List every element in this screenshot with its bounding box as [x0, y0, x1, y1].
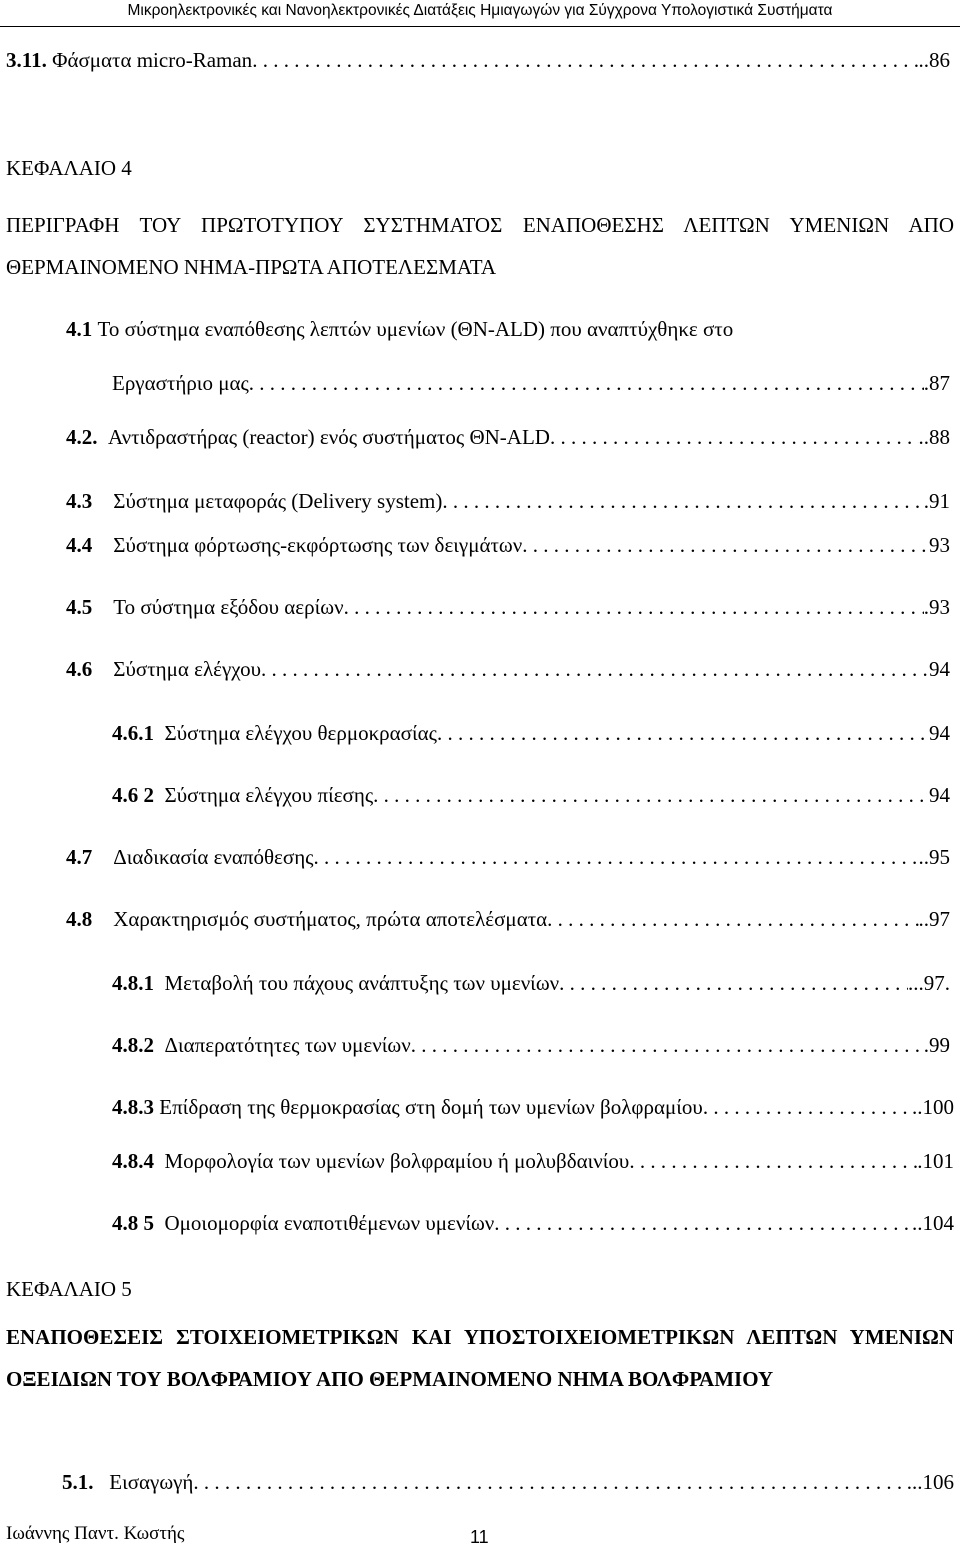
toc-entry-title: Το σύστημα εναπόθεσης λεπτών υμενίων (ΘΝ-ALD) που αναπτύχθηκε στο	[97, 317, 734, 341]
toc-entry[interactable]	[112, 1148, 954, 1174]
toc-entry-number: 4.4	[66, 533, 93, 557]
toc-entry-page: ..88	[918, 425, 950, 449]
toc-entry-number: 4.7	[66, 845, 93, 869]
dot-leader	[629, 1148, 917, 1174]
toc-entry-number: 4.8.1	[112, 971, 154, 995]
dot-leader	[373, 782, 929, 808]
toc-entry-3-11[interactable]	[6, 47, 950, 73]
toc-entry[interactable]	[66, 844, 950, 870]
toc-entry-page: ..100	[912, 1095, 954, 1119]
toc-entry-title: Μεταβολή του πάχους ανάπτυξης των υμενίων	[164, 971, 560, 995]
chapter-5-title: ΕΝΑΠΟΘΕΣΕΙΣ ΣΤΟΙΧΕΙΟΜΕΤΡΙΚΩΝ ΚΑΙ ΥΠΟΣΤΟΙΧΕΙΟΜΕΤΡΙΚΩΝ ΛΕΠΤΩΝ ΥΜΕΝΙΩΝ ΟΞΕΙΔΙΩΝ ΤΟΥ ΒΟΛΦΡΑΜΙΟΥ ΑΠΟ ΘΕΡΜΑΙΝΟΜΕΝΟ ΝΗΜΑ ΒΟΛΦΡΑΜΙΟΥ	[6, 1325, 954, 1391]
toc-entry[interactable]	[112, 720, 950, 746]
toc-entry[interactable]	[112, 1094, 954, 1120]
toc-entry-page: 93	[929, 533, 950, 557]
toc-entry-number: 4.8	[66, 907, 93, 931]
dot-leader	[703, 1094, 912, 1120]
toc-entry-number: 4.8.3	[112, 1095, 154, 1119]
toc-entry-number: 4.8 5	[112, 1211, 154, 1235]
toc-entry-number: 4.6.1	[112, 721, 154, 745]
toc-entry-page: ..95	[918, 845, 950, 869]
toc-entry-title: Αντιδραστήρας (reactor) ενός συστήματος ΘΝ-ALD	[108, 425, 550, 449]
toc-entry-number: 4.8.4	[112, 1149, 154, 1173]
toc-entry-4-1-line2[interactable]	[112, 370, 950, 396]
toc-entry-title: Φάσματα micro-Raman	[52, 48, 253, 72]
toc-entry-number: 4.1	[66, 317, 93, 341]
toc-entry-4-1-line1[interactable]	[66, 316, 733, 342]
toc-entry-number: 4.2.	[66, 425, 98, 449]
toc-entry[interactable]	[66, 594, 950, 620]
toc-entry-title: Μορφολογία των υμενίων βολφραμίου ή μολυβδαινίου	[164, 1149, 630, 1173]
chapter-4-title: ΠΕΡΙΓΡΑΦΗ ΤΟΥ ΠΡΩΤΟΤΥΠΟΥ ΣΥΣΤΗΜΑΤΟΣ ΕΝΑΠΟΘΕΣΗΣ ΛΕΠΤΩΝ ΥΜΕΝΙΩΝ ΑΠΟ ΘΕΡΜΑΙΝΟΜΕΝΟ ΝΗΜΑ-ΠΡΩΤΑ ΑΠΟΤΕΛΕΣΜΑΤΑ	[6, 213, 954, 279]
toc-entry-number: 4.6	[66, 657, 93, 681]
toc-entry-title: Σύστημα ελέγχου θερμοκρασίας	[164, 721, 437, 745]
toc-entry-page: .99	[923, 1033, 950, 1057]
toc-entry-5-1[interactable]	[62, 1469, 954, 1495]
toc-entry[interactable]	[66, 424, 950, 450]
dot-leader	[494, 1210, 912, 1236]
dot-leader	[249, 370, 924, 396]
dot-leader	[559, 970, 908, 996]
toc-entry-title: Σύστημα μεταφοράς (Delivery system)	[113, 489, 443, 513]
toc-entry-number: 3.11.	[6, 48, 47, 72]
toc-entry-page: ..97	[918, 907, 950, 931]
toc-entry-title: Ομοιομορφία εναποτιθέμενων υμενίων	[164, 1211, 495, 1235]
toc-entry-title: Διαπερατότητες των υμενίων	[164, 1033, 411, 1057]
toc-entry-number: 5.1.	[62, 1470, 94, 1494]
toc-entry-title: Διαδικασία εναπόθεσης	[113, 845, 314, 869]
dot-leader	[344, 594, 924, 620]
toc-entry-title: Σύστημα φόρτωσης-εκφόρτωσης των δειγμάτων	[113, 533, 523, 557]
dot-leader	[314, 844, 919, 870]
dot-leader	[550, 424, 919, 450]
dot-leader	[442, 488, 923, 514]
toc-entry[interactable]	[112, 970, 950, 996]
toc-entry[interactable]	[66, 656, 950, 682]
dot-leader	[411, 1032, 924, 1058]
toc-entry-page: 94	[929, 783, 950, 807]
toc-entry-page: 94	[929, 721, 950, 745]
dot-leader	[261, 656, 929, 682]
toc-entry-number: 4.5	[66, 595, 93, 619]
toc-entry-page: .87	[923, 371, 950, 395]
dot-leader	[547, 906, 918, 932]
toc-entry-page: ...106	[906, 1470, 954, 1494]
dot-leader	[437, 720, 929, 746]
toc-entry-title: Επίδραση της θερμοκρασίας στη δομή των υμενίων βολφραμίου	[159, 1095, 703, 1119]
toc-entry-number: 4.6 2	[112, 783, 154, 807]
toc-entry-title: Εργαστήριο μας	[112, 371, 249, 395]
running-header: Μικροηλεκτρονικές και Νανοηλεκτρονικές Διατάξεις Ημιαγωγών για Σύγχρονα Υπολογιστικά Συστήματα	[0, 2, 960, 27]
toc-entry-number: 4.8.2	[112, 1033, 154, 1057]
toc-entry-title: Σύστημα ελέγχου	[113, 657, 261, 681]
toc-entry-page: .101	[917, 1149, 954, 1173]
footer-author: Ιωάννης Παντ. Κωστής	[6, 1523, 185, 1544]
toc-entry[interactable]	[66, 532, 950, 558]
toc-entry-number: 4.3	[66, 489, 93, 513]
dot-leader	[252, 47, 918, 73]
toc-entry-page: 94	[929, 657, 950, 681]
toc-entry-title: Το σύστημα εξόδου αερίων	[113, 595, 344, 619]
toc-entry-title: Εισαγωγή	[109, 1470, 194, 1494]
toc-entry[interactable]	[112, 782, 950, 808]
toc-entry-page: ..104	[912, 1211, 954, 1235]
footer-page-number: 11	[470, 1527, 489, 1547]
toc-entry[interactable]	[112, 1210, 954, 1236]
toc-entry-title: Χαρακτηρισμός συστήματος, πρώτα αποτελέσματα	[113, 907, 548, 931]
chapter-5-label: ΚΕΦΑΛΑΙΟ 5	[6, 1277, 132, 1301]
toc-entry-page: .93	[923, 595, 950, 619]
toc-entry-title: Σύστημα ελέγχου πίεσης	[164, 783, 374, 807]
toc-entry-page: .91	[923, 489, 950, 513]
toc-entry-page: ...97.	[908, 971, 950, 995]
dot-leader	[522, 532, 929, 558]
dot-leader	[193, 1469, 906, 1495]
toc-entry-page: ..86	[918, 48, 950, 72]
chapter-4-label: ΚΕΦΑΛΑΙΟ 4	[6, 156, 132, 180]
toc-entry[interactable]	[66, 906, 950, 932]
toc-entry[interactable]	[112, 1032, 950, 1058]
toc-entry[interactable]	[66, 488, 950, 514]
